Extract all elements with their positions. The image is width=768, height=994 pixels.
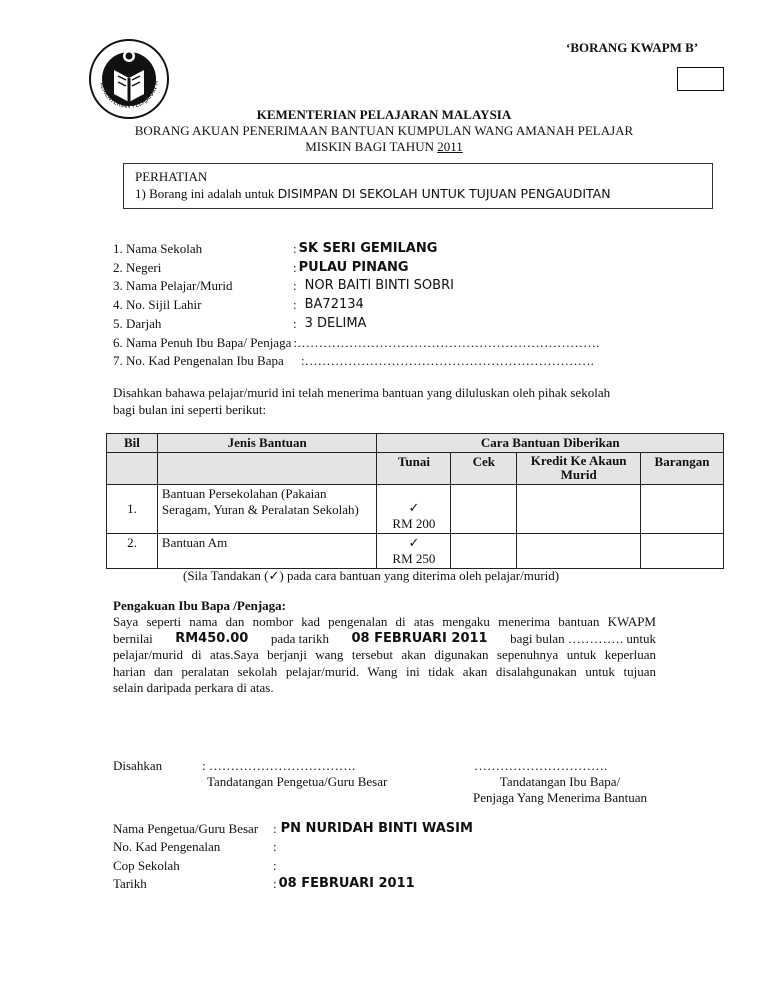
table-row: 1. Bantuan Persekolahan (Pakaian Seragam, Yuran & Peralatan Sekolah) ✓ RM 200: [107, 485, 724, 534]
footer-field-row: Cop Sekolah :: [113, 857, 277, 873]
field-value: SK SERI GEMILANG: [298, 241, 438, 256]
header-cara: Cara Bantuan Diberikan: [377, 434, 724, 453]
ministry-name: KEMENTERIAN PELAJARAN MALAYSIA: [256, 107, 512, 122]
header-tunai: Tunai: [377, 453, 451, 485]
field-row: 6. Nama Penuh Ibu Bapa/ Penjaga : …………………………………………………………….: [113, 334, 599, 353]
notice-heading: PERHATIAN: [135, 169, 208, 184]
svg-text:KEMENTERIAN PELAJARAN MALAYSIA: KEMENTERIAN PELAJARAN M: [98, 79, 161, 111]
confirmation-text: Disahkan bahawa pelajar/murid ini telah menerima bantuan yang diluluskan oleh pihak sekolah bagi bulan ini seperti berikut:: [113, 385, 611, 417]
footer-field-row: Tarikh : 08 FEBRUARI 2011: [113, 875, 473, 893]
field-row: 7. No. Kad Pengenalan Ibu Bapa : ………………………………………………………….: [113, 352, 599, 371]
declaration-text: Saya seperti nama dan nombor kad pengenalan di atas mengaku menerima bantuan KWAPM bernilai RM450.00 pada tarikh 08 FEBRUARI 2011 bagi bulan …………. untuk pelajar/murid di atas.Saya berjanji wang tersebut akan digunakan sepenuhnya untuk keperluan harian dan peralatan sekolah pelajar/murid. Wang ini tidak akan disalahgunakan untuk tujuan selain daripada perkara di atas.: [113, 614, 656, 695]
field-row: 5. Darjah : 3 DELIMA: [113, 315, 599, 334]
table-row: 2. Bantuan Am ✓ RM 250: [107, 534, 724, 569]
header-cek: Cek: [451, 453, 517, 485]
table-header-row: [107, 434, 724, 453]
field-value: BA72134: [304, 297, 364, 313]
header-bil: Bil: [107, 434, 158, 453]
field-value: …………………………………………………………….: [296, 334, 600, 350]
header-kredit: Kredit Ke Akaun Murid: [517, 453, 641, 485]
principal-signature-line: : …………………………….: [202, 758, 356, 773]
field-value: PULAU PINANG: [298, 259, 409, 275]
footer-field-row: Nama Pengetua/Guru Besar : PN NURIDAH BINTI WASIM: [113, 820, 473, 838]
declared-amount: RM450.00: [175, 630, 249, 646]
principal-name: PN NURIDAH BINTI WASIM: [280, 821, 473, 836]
footer-field-list: [113, 820, 473, 893]
assistance-table: [106, 433, 724, 569]
notice-line: 1) Borang ini adalah untuk DISIMPAN DI SEKOLAH UNTUK TUJUAN PENGAUDITAN: [135, 186, 611, 201]
footer-date: 08 FEBRUARI 2011: [278, 875, 415, 891]
declaration-heading: Pengakuan Ibu Bapa /Penjaga:: [113, 598, 287, 613]
table-note: (Sila Tandakan (✓) pada cara bantuan yang diterima oleh pelajar/murid): [183, 568, 560, 583]
parent-signature-line: ………………………….: [474, 758, 608, 773]
field-value: ………………………………………………………….: [304, 353, 594, 369]
field-row: 4. No. Sijil Lahir : BA72134: [113, 296, 599, 315]
header-barangan: Barangan: [641, 453, 724, 485]
declared-date: 08 FEBRUARI 2011: [351, 630, 488, 646]
field-row: 3. Nama Pelajar/Murid : NOR BAITI BINTI SOBRI: [113, 277, 599, 296]
field-row: 1. Nama Sekolah : SK SERI GEMILANG: [113, 240, 599, 259]
form-code: ‘BORANG KWAPM B’: [566, 40, 699, 55]
field-value: NOR BAITI BINTI SOBRI: [304, 278, 454, 294]
title-line-1: BORANG AKUAN PENERIMAAN BANTUAN KUMPULAN WANG AMANAH PELAJAR: [134, 123, 634, 138]
footer-field-row: No. Kad Pengenalan :: [113, 839, 277, 855]
principal-signature-caption: Tandatangan Pengetua/Guru Besar: [207, 774, 388, 789]
form-title: [84, 107, 684, 155]
table-subheader-row: [107, 453, 724, 485]
header-jenis: Jenis Bantuan: [157, 434, 377, 453]
title-line-2: MISKIN BAGI TAHUN 2011: [305, 139, 463, 154]
tick-icon: ✓: [408, 500, 420, 515]
reference-box: [677, 67, 724, 91]
parent-signature-caption: Tandatangan Ibu Bapa/ Penjaga Yang Menerima Bantuan: [472, 774, 648, 805]
form-year: 2011: [437, 139, 463, 154]
field-list: [113, 240, 599, 371]
disahkan-label: Disahkan: [113, 758, 163, 773]
field-row: 2. Negeri : PULAU PINANG: [113, 259, 599, 278]
tick-icon: ✓: [408, 535, 420, 550]
field-value: 3 DELIMA: [304, 315, 367, 331]
